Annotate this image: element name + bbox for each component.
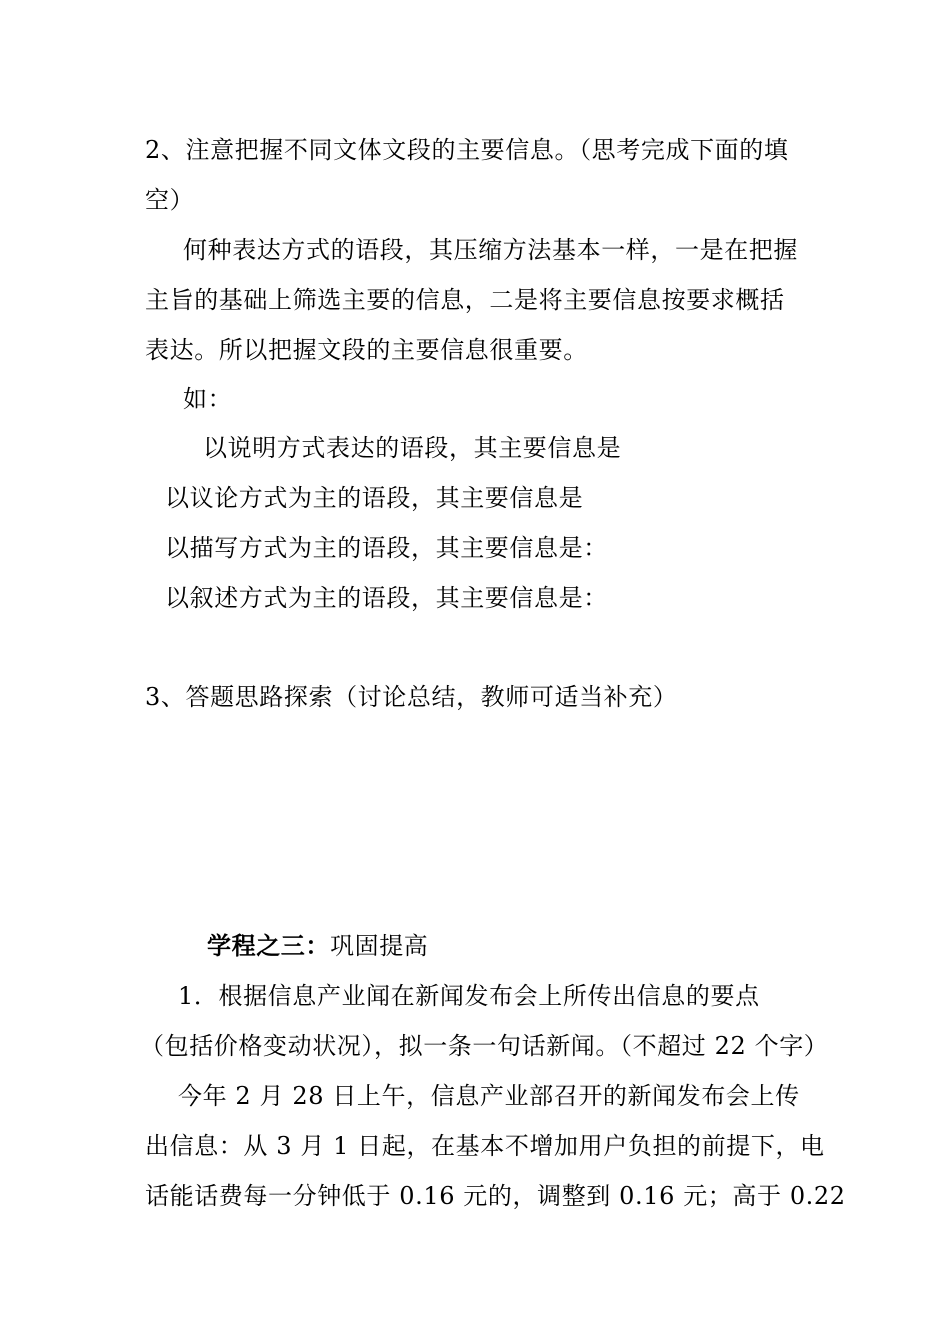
news-text-line2: 出信息：从 3 月 1 日起，在基本不增加用户负担的前提下，电 bbox=[145, 1132, 825, 1160]
example-label: 如： bbox=[183, 385, 233, 413]
list-item: 以叙述方式为主的语段，其主要信息是： bbox=[165, 584, 608, 612]
section2-para-line3: 表达。所以把握文段的主要信息很重要。 bbox=[145, 336, 588, 364]
section3-heading: 3、答题思路探索（讨论总结，教师可适当补充） bbox=[145, 683, 678, 711]
news-text-line1: 今年 2 月 28 日上午，信息产业部召开的新闻发布会上传 bbox=[178, 1082, 800, 1110]
list-item: 以议论方式为主的语段，其主要信息是 bbox=[165, 484, 584, 512]
section2-para-line2: 主旨的基础上筛选主要的信息，二是将主要信息按要求概括 bbox=[145, 286, 785, 314]
list-item: 以说明方式表达的语段，其主要信息是 bbox=[203, 434, 622, 462]
question1-line2: （包括价格变动状况），拟一条一句话新闻。（不超过 22 个字） bbox=[140, 1032, 829, 1060]
question1-line1: 1．根据信息产业闻在新闻发布会上所传出信息的要点 bbox=[178, 982, 760, 1010]
section2-para-line1: 何种表达方式的语段，其压缩方法基本一样，一是在把握 bbox=[183, 236, 798, 264]
section2-heading-line1: 2、注意把握不同文体文段的主要信息。（思考完成下面的填 bbox=[145, 136, 789, 164]
stage3-title-bold: 学程之三： bbox=[207, 931, 330, 960]
stage3-title-rest: 巩固提高 bbox=[330, 932, 429, 960]
stage3-title bbox=[207, 931, 428, 961]
section2-heading-line2: 空） bbox=[145, 186, 195, 214]
list-item: 以描写方式为主的语段，其主要信息是： bbox=[165, 534, 608, 562]
news-text-line3: 话能话费每一分钟低于 0.16 元的，调整到 0.16 元；高于 0.22 bbox=[145, 1182, 846, 1210]
